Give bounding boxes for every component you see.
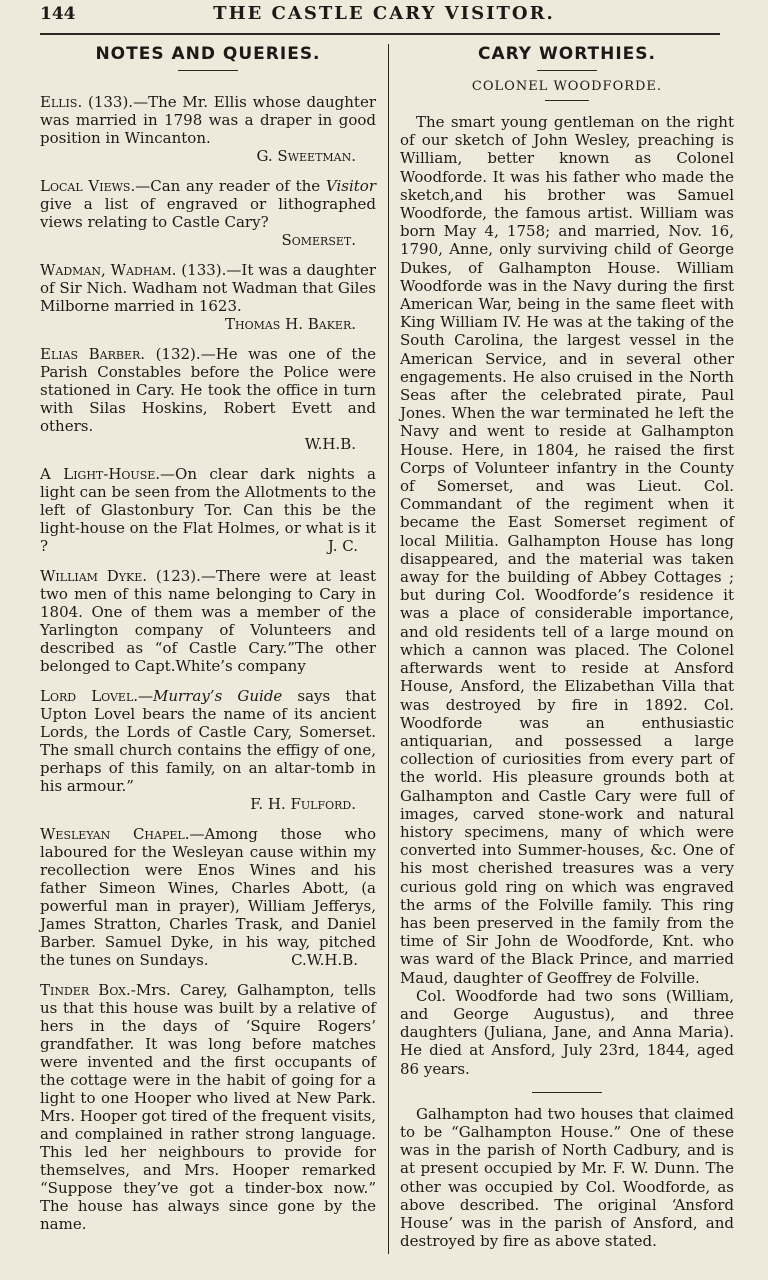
entry-body: give a list of engraved or lithographed views relating to Castle Cary? — [40, 195, 376, 231]
closing-note: Galhampton had two houses that claimed to be “Galhampton House.” One of these was in the parish of North Cadbury, and is at present occupied by Mr. F. W. Dunn. The other was occupied by Col. Woodforde, as above described. The original ‘Ansford House’ was in the parish of Ansford, and destroyed by fire as above stated. — [400, 1104, 734, 1251]
heading-rule — [537, 70, 597, 71]
query-entry — [40, 345, 376, 453]
entry-title: Wesleyan Chapel. — [40, 825, 190, 843]
query-entry — [40, 567, 376, 675]
subheading-rule — [545, 100, 589, 101]
entry-title: Local Views. — [40, 177, 136, 195]
entry-body: —He was one of the Parish Constables before the Police were stationed in Cary. He took the office in turn with Silas Hoskins, Robert Evett and others. — [40, 345, 376, 435]
entry-signature: W.H.B. — [304, 435, 356, 453]
entry-body: —There were at least two men of this name belonging to Cary in 1804. One of them was a member of the Yarlington company of Volunteers and described as “of Castle Cary.”The other belonged to Capt.White’s company — [40, 567, 376, 675]
query-entry — [40, 825, 376, 969]
column-heading: CARY WORTHIES. — [477, 44, 656, 64]
entry-body-italic: Murray’s Guide — [153, 687, 283, 705]
entry-body: —Can any reader of the — [135, 177, 326, 195]
entry-body: —On clear dark nights a light can be seen from the Allotments to the left of Glastonbury Tor. Can this be the light-house on the Flat Holmes, or what is it ? — [40, 465, 376, 555]
cary-worthies-column — [400, 44, 734, 1250]
entry-title: Ellis. (133). — [40, 93, 134, 111]
entry-body: —The Mr. Ellis whose daughter was married in 1798 was a draper in good position in Wincanton. — [40, 93, 376, 147]
notes-and-queries-column — [40, 44, 376, 1233]
entry-title: Wadman, Wadham. (133). — [40, 261, 227, 279]
entry-signature: C.W.H.B. — [291, 951, 358, 969]
query-entry — [40, 261, 376, 333]
entry-body-italic: Visitor — [325, 177, 376, 195]
entry-body: says that Upton Lovel bears the name of its ancient Lords, the Lords of Castle Cary, Somerset. The small church contains the effigy of one, perhaps of this family, on an altar-tomb in his armour.” — [40, 687, 376, 795]
entry-signature: Thomas H. Baker. — [224, 315, 356, 333]
running-title: THE CASTLE CARY VISITOR. — [213, 3, 555, 24]
query-entry — [40, 177, 376, 249]
entry-signature: J. C. — [327, 537, 358, 555]
column-divider — [388, 44, 389, 1254]
page-number: 144 — [40, 4, 76, 24]
query-entry — [40, 93, 376, 165]
query-entry — [40, 981, 376, 1233]
header-rule — [40, 33, 720, 35]
heading-rule — [178, 70, 238, 71]
entry-body: -Mrs. Carey, Galhampton, tells us that this house was built by a relative of hers in the days of ‘Squire Rogers’ grandfather. It was long before matches were invented and the first occupants of the cottage were in the habit of going for a light to one Hooper who lived at New Park. Mrs. Hooper got tired of the frequent visits, and complained in rather strong language. This led her neighbours to provide for themselves, and Mrs. Hooper remarked “Suppose they’ve got a tinder-box now.” The house has always since gone by the name. — [40, 981, 376, 1233]
article-paragraph: Col. Woodforde had two sons (William, and George Augustus), and three daughters (Juliana, Jane, and Anna Maria). He died at Ansford, July 23rd, 1844, aged 86 years. — [400, 986, 734, 1078]
entry-body: — — [138, 687, 154, 705]
query-entry — [40, 465, 376, 555]
entry-title: Elias Barber. (132). — [40, 345, 201, 363]
entry-signature: Somerset. — [281, 231, 356, 249]
query-entry — [40, 687, 376, 813]
entry-body: —It was a daughter of Sir Nich. Wadham not Wadman that Giles Milborne married in 1623. — [40, 261, 376, 315]
article-subheading: COLONEL WOODFORDE. — [471, 79, 663, 94]
entry-title: William Dyke. (123). — [40, 567, 201, 585]
entry-title: A Light-House. — [40, 465, 161, 483]
section-rule — [532, 1092, 602, 1093]
page-header — [0, 0, 768, 30]
entry-title: Lord Lovel. — [40, 687, 139, 705]
entry-title: Tinder Box. — [40, 981, 131, 999]
entry-body: —Among those who laboured for the Wesleyan cause within my recollection were Enos Wines and his father Simeon Wines, Charles Abott, (a powerful man in prayer), William Jefferys, James Stratton, Charles Trask, and Daniel Barber. Samuel Dyke, in his way, pitched the tunes on Sundays. — [40, 825, 376, 969]
article-paragraph: The smart young gentleman on the right of our sketch of John Wesley, preaching is William, better known as Colonel Woodforde. It was his father who made the sketch,and his brother was Samuel Woodforde, the famous artist. William was born May 4, 1758; and married, Nov. 16, 1790, Anne, only surviving child of George Dukes, of Galhampton House. William Woodforde was in the Navy during the first American War, being in the same fleet with King William IV. He was at the taking of the South Carolina, the largest vessel in the American Service, and in several other engagements. He also cruised in the North Seas after the celebrated pirate, Paul Jones. When the war terminated he left the Navy and went to reside at Galhampton House. Here, in 1804, he raised the first Corps of Volunteer infantry in the County of Somerset, and was Lieut. Col. Commandant of the regiment when it became the East Somerset regiment of local Militia. Galhampton House has long disappeared, and the material was taken away for the building of Abbey Cottages ; but during Col. Woodforde’s residence it was a place of considerable importance, and old residents tell of a large mound on which a cannon was placed. The Colonel afterwards went to reside at Ansford House, Ansford, the Elizabethan Villa that was destroyed by fire in 1892. Col. Woodforde was an enthusiastic antiquarian, and possessed a large collection of curiosities from every part of the world. His pleasure grounds both at Galhampton and Castle Cary were full of images, carved stone-work and natural history specimens, many of which were converted into Summer-houses, &c. One of his most cherished treasures was a very curious gold ring on which was engraved the arms of the Folville family. This ring has been preserved in the family from the time of Sir John de Woodforde, Knt. who was ward of the Black Prince, and married Maud, daughter of Geoffrey de Folville. — [400, 113, 734, 987]
column-heading: NOTES AND QUERIES. — [95, 44, 321, 64]
entry-signature: F. H. Fulford. — [250, 795, 356, 813]
entry-signature: G. Sweetman. — [256, 147, 356, 165]
